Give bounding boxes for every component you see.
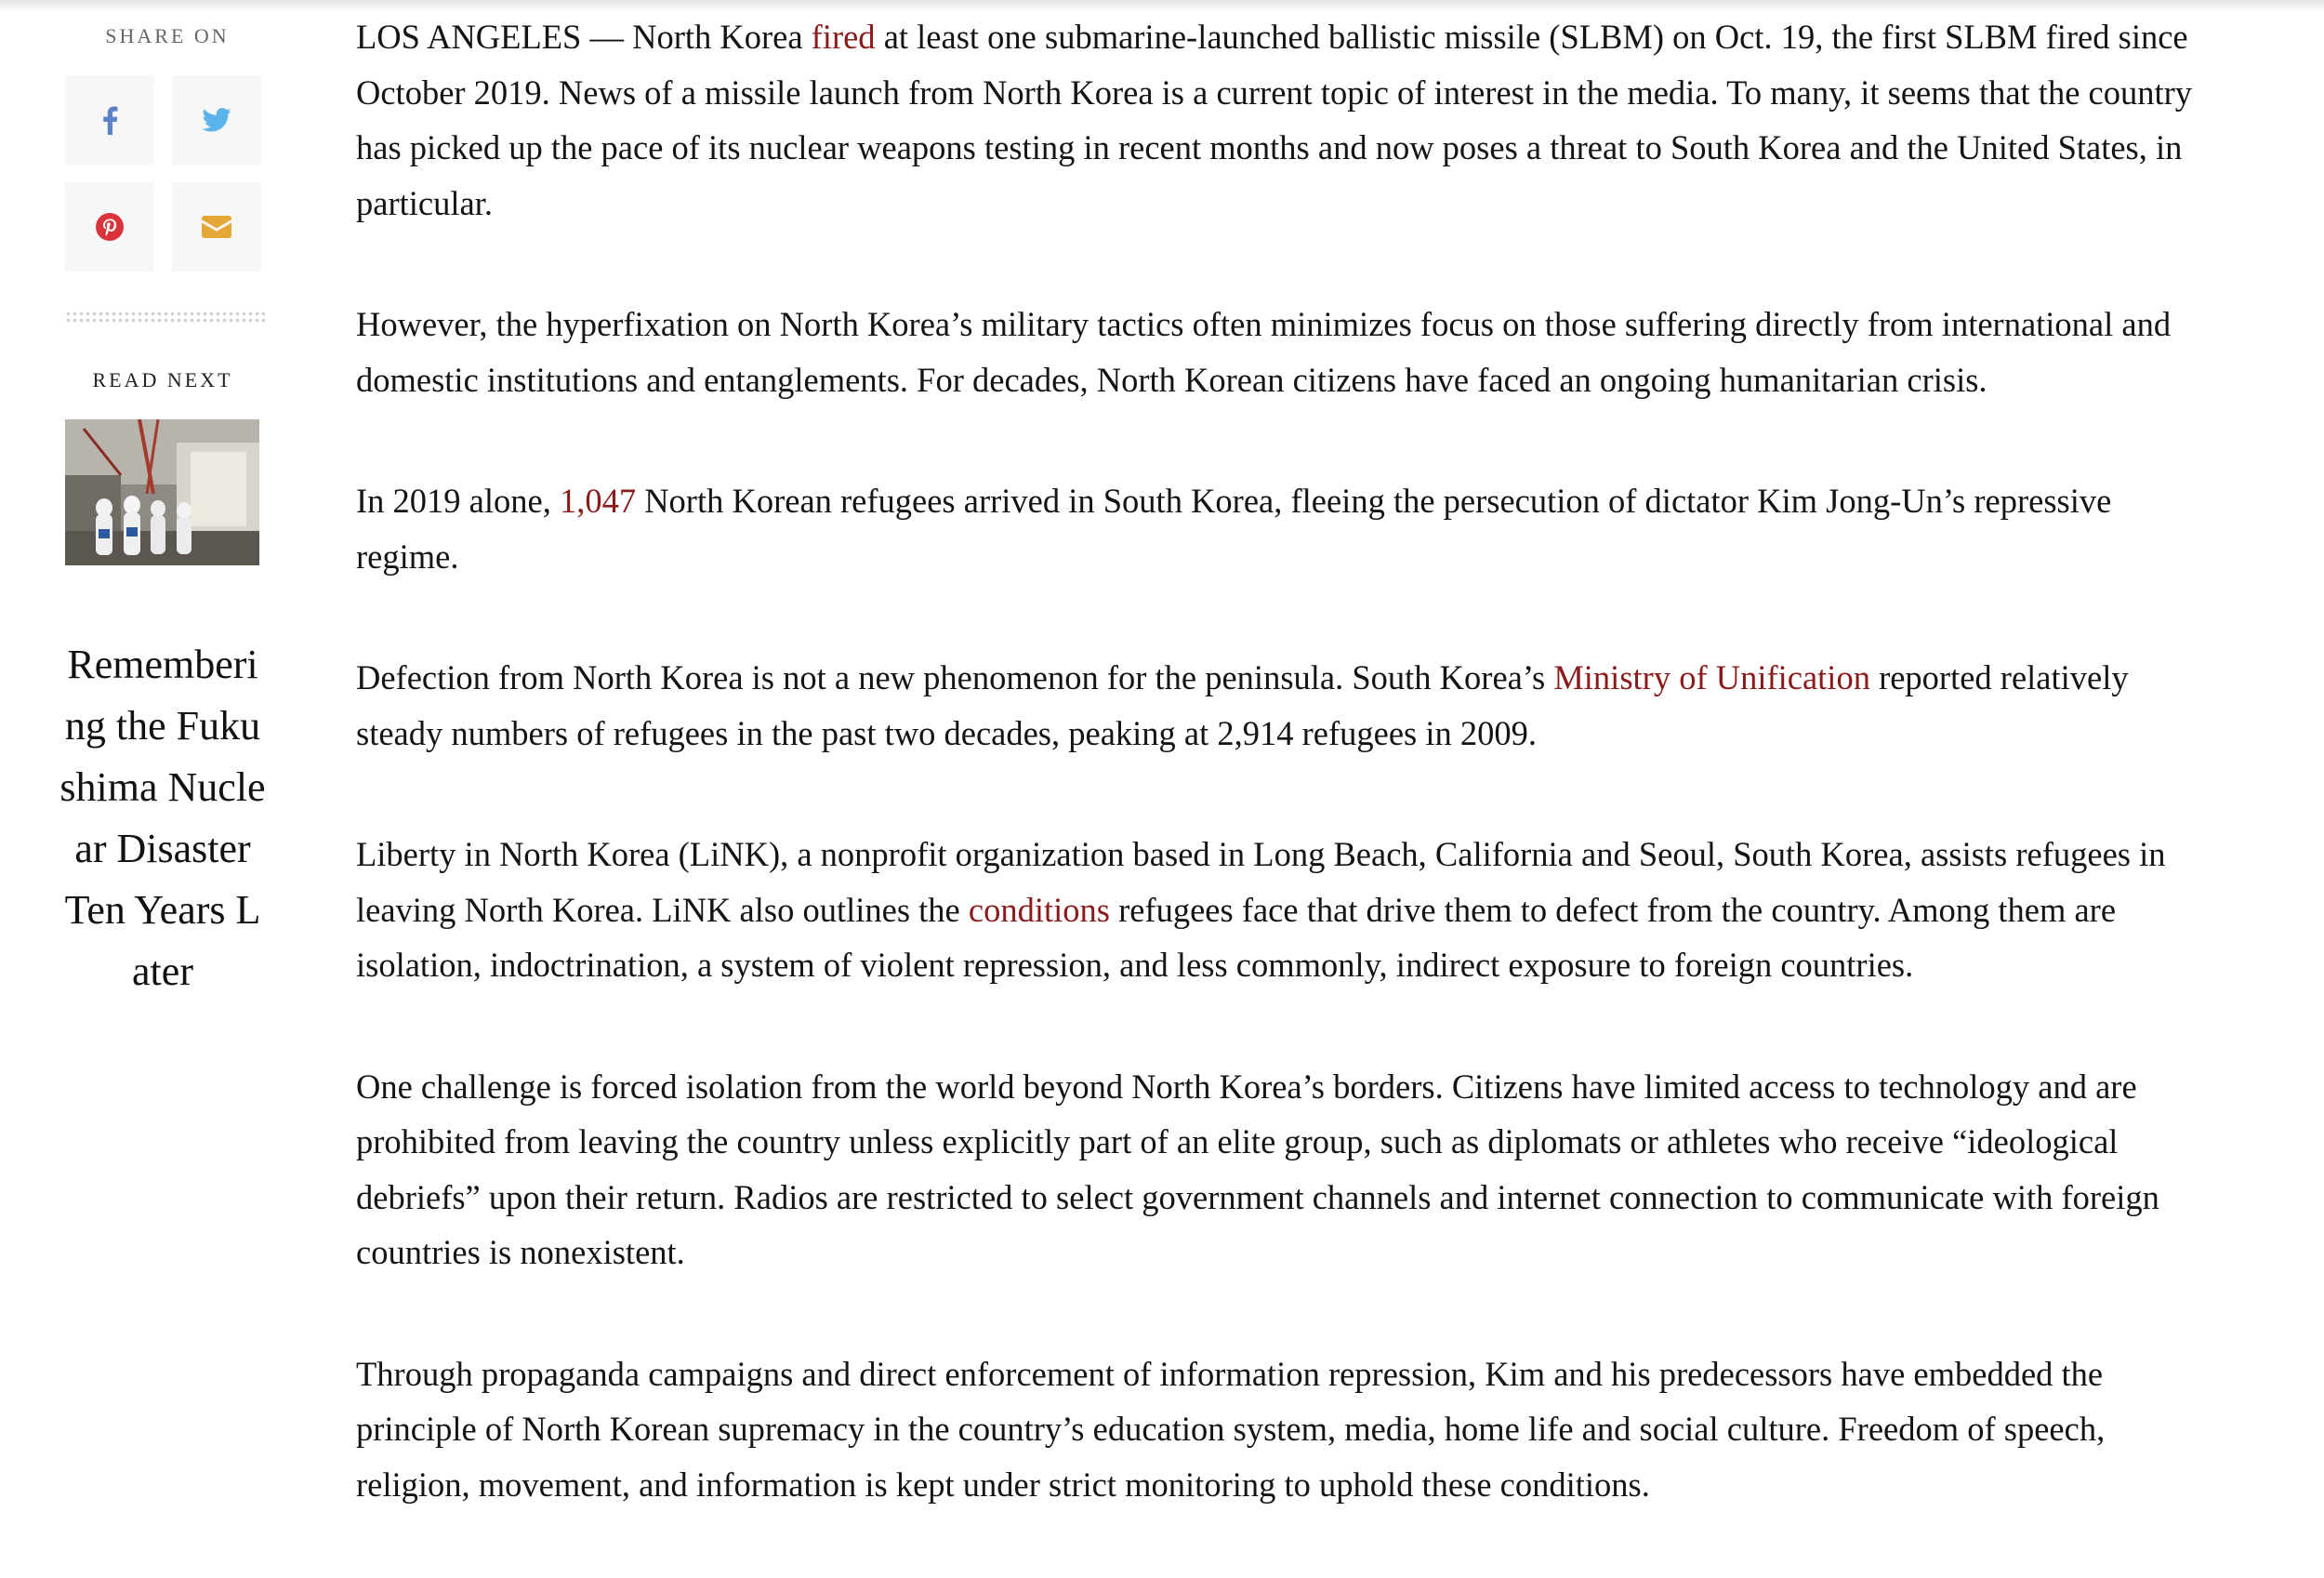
read-next-article-title[interactable]: Remembering the Fukushima Nuclear Disaster Ten Years Later bbox=[59, 642, 266, 994]
email-icon bbox=[202, 216, 231, 238]
paragraph-text: North Korean refugees arrived in South Korea, fleeing the persecution of dictator Kim Jong-Un’s repressive regime. bbox=[356, 482, 2112, 576]
share-on-label: SHARE ON bbox=[105, 24, 230, 47]
fukushima-photo-image bbox=[65, 419, 259, 565]
article-paragraph-4 bbox=[356, 650, 2206, 761]
article-paragraph-7: Through propaganda campaigns and direct enforcement of information repression, Kim and his predecessors have embedded the principle of North Korean supremacy in the country’s education system, media, home life and social culture. Freedom of speech, religion, movement, and information is kept under strict monitoring to uphold these conditions. bbox=[356, 1354, 2106, 1504]
facebook-icon bbox=[101, 105, 118, 135]
ministry-of-unification-link[interactable]: Ministry of Unification bbox=[1553, 658, 1870, 696]
paragraph-text: Liberty in North Korea (LiNK), a nonprofit organization based in Long Beach, California and Seoul, South Korea, assists refugees in leaving North Korea. LiNK also outlines the bbox=[356, 835, 2166, 929]
facebook-share-button[interactable] bbox=[65, 75, 154, 165]
paragraph-text: refugees face that drive them to defect from the country. Among them are isolation, indoctrination, a system of violent repression, and less commonly, indirect exposure to foreign countries. bbox=[356, 890, 2117, 984]
refugee-count-link[interactable]: 1,047 bbox=[559, 482, 637, 520]
read-next-label: READ NEXT bbox=[92, 368, 233, 391]
paragraph-text: reported relatively steady numbers of refugees in the past two decades, peaking at 2,914 refugees in 2009. bbox=[356, 658, 2129, 752]
paragraph-text: In 2019 alone, bbox=[356, 482, 560, 520]
twitter-icon bbox=[202, 108, 231, 132]
paragraph-text: at least one submarine-launched ballistic missile (SLBM) on Oct. 19, the first SLBM fired since October 2019. News of a missile launch from North Korea is a current topic of interest in the media. To many, it seems that the country has picked up the pace of its nuclear weapons testing in recent months and now poses a threat to South Korea and the United States, in particular. bbox=[356, 18, 2193, 222]
article-paragraph-1 bbox=[356, 9, 2206, 231]
twitter-share-button[interactable] bbox=[172, 75, 261, 165]
article-body bbox=[356, 9, 2206, 1578]
fired-link[interactable]: fired bbox=[811, 18, 876, 56]
paragraph-text: Defection from North Korea is not a new phenomenon for the peninsula. South Korea’s bbox=[356, 658, 1554, 696]
pinterest-icon bbox=[96, 213, 124, 241]
email-share-button[interactable] bbox=[172, 182, 261, 272]
read-next-thumbnail[interactable] bbox=[65, 419, 259, 565]
article-paragraph-3 bbox=[356, 473, 2206, 584]
article-paragraph-2: However, the hyperfixation on North Korea’s military tactics often minimizes focus on those suffering directly from international and domestic institutions and entanglements. For decades, North Korean citizens have faced an ongoing humanitarian crisis. bbox=[356, 305, 2172, 399]
article-paragraph-6: One challenge is forced isolation from the world beyond North Korea’s borders. Citizens have limited access to technology and are prohibited from leaving the country unless explicitly part of an elite group, such as diplomats or athletes who receive “ideological debriefs” upon their return. Radios are restricted to select government channels and internet connection to communicate with foreign countries is nonexistent. bbox=[356, 1067, 2159, 1271]
paragraph-text: LOS ANGELES — North Korea bbox=[356, 18, 812, 56]
conditions-link[interactable]: conditions bbox=[968, 890, 1110, 929]
sidebar-divider bbox=[65, 311, 265, 324]
article-paragraph-5 bbox=[356, 827, 2206, 993]
pinterest-share-button[interactable] bbox=[65, 182, 154, 272]
